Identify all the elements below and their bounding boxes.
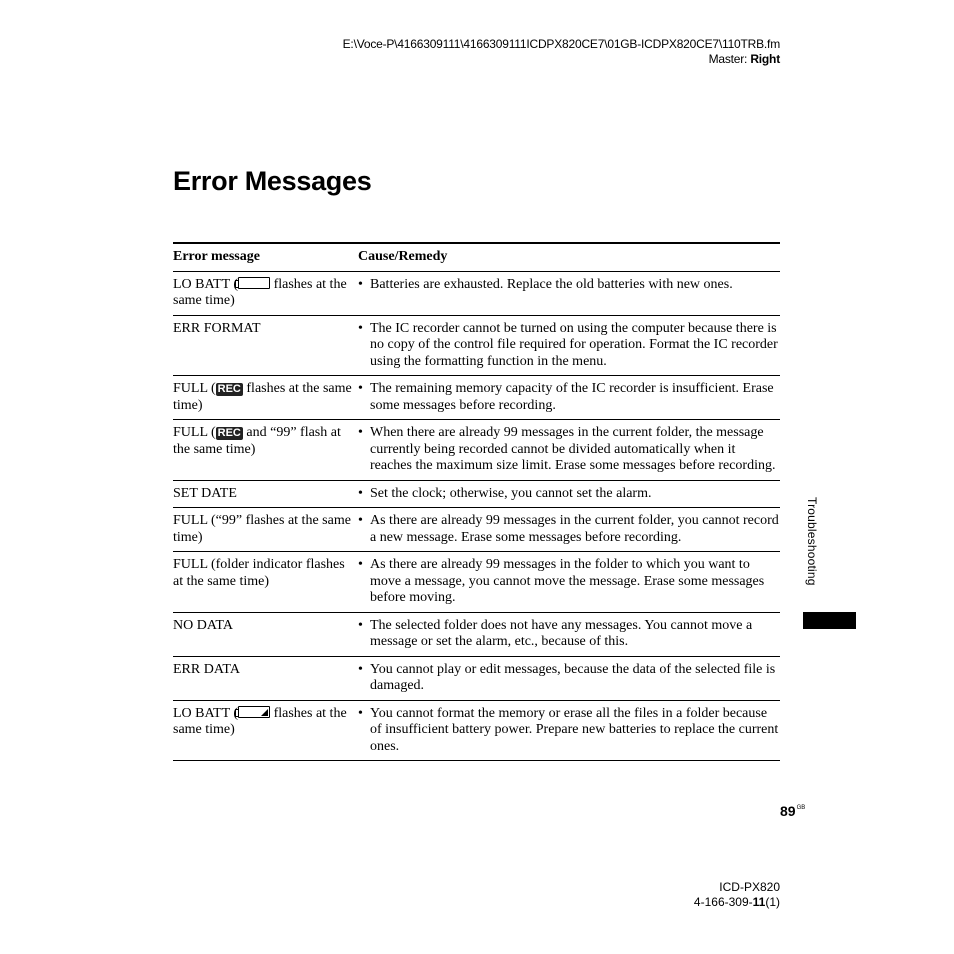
table-row (173, 700, 780, 761)
cause-text: The IC recorder cannot be turned on using the computer because there is no copy of the control file required for operation. Format the IC recorder using the formatting function in the menu. (370, 320, 778, 369)
bullet: • (358, 513, 363, 528)
cause-remedy-cell (358, 271, 780, 315)
cause-remedy-cell (358, 612, 780, 656)
table-row (173, 376, 780, 420)
footer-model: ICD-PX820 (719, 880, 780, 894)
error-message-cell: ERR DATA (173, 656, 358, 700)
error-message-cell: FULL ( REC flashes at the same time) (173, 376, 358, 420)
bullet: • (358, 276, 363, 292)
error-message-cell: FULL (folder indicator flashes at the same time) (173, 552, 358, 613)
cause-remedy-cell (358, 480, 780, 508)
table-row (173, 552, 780, 613)
bullet: • (358, 320, 363, 336)
cause-item (358, 513, 780, 546)
bullet: • (358, 661, 363, 677)
cause-item (358, 618, 780, 651)
rec-icon: REC (217, 383, 241, 395)
section-side-label: Troubleshooting (805, 497, 819, 586)
table-header-row (173, 243, 780, 271)
cause-remedy-cell (358, 420, 780, 481)
error-message-cell: FULL (“99” flashes at the same time) (173, 508, 358, 552)
cause-item (358, 381, 780, 414)
cause-item (358, 425, 780, 475)
bullet: • (358, 617, 363, 633)
master-page-value: Right (750, 52, 780, 66)
table-row (173, 656, 780, 700)
cause-text: You cannot play or edit messages, because the data of the selected file is damaged. (370, 661, 776, 693)
cause-text: Batteries are exhausted. Replace the old batteries with new ones. (370, 276, 733, 292)
table-row (173, 271, 780, 315)
error-message-cell: NO DATA (173, 612, 358, 656)
error-message-cell: LO BATT ( flashes at the same time) (173, 700, 358, 761)
page-title: Error Messages (173, 166, 372, 196)
master-page-label: Master: Right (708, 52, 780, 66)
cause-remedy-cell (358, 376, 780, 420)
error-message-cell: SET DATE (173, 480, 358, 508)
cause-item (358, 706, 780, 756)
table-row (173, 612, 780, 656)
cause-remedy-cell (358, 656, 780, 700)
table-body (173, 271, 780, 761)
file-path: E:\Voce-P\4166309111\4166309111ICDPX820CE7\01GB-ICDPX820CE7\110TRB.fm (342, 37, 780, 51)
cause-remedy-cell (358, 508, 780, 552)
cause-text: You cannot format the memory or erase all the files in a folder because of insufficient battery power. Prepare new batteries to replace the current ones. (370, 705, 779, 754)
page-number: $89^{GB}$ (780, 803, 806, 819)
error-messages-table (173, 242, 780, 761)
cause-item (358, 321, 780, 371)
rec-icon: REC (217, 427, 241, 439)
bullet: • (358, 705, 363, 721)
battery-low-icon (238, 706, 270, 718)
cause-item (358, 662, 780, 695)
error-message-cell: FULL ( REC and “99” flash at the same time) (173, 420, 358, 481)
table-row (173, 420, 780, 481)
bullet: • (358, 485, 363, 501)
cause-remedy-cell (358, 552, 780, 613)
cause-text: As there are already 99 messages in the current folder, you cannot record a new message. Erase some messages before recording. (370, 513, 779, 545)
cause-text: Set the clock; otherwise, you cannot set the alarm. (370, 485, 652, 501)
cause-text: As there are already 99 messages in the folder to which you want to move a message, you cannot move the message. Erase some messages before moving. (370, 557, 765, 605)
cause-text: When there are already 99 messages in the current folder, the message currently being recorded cannot be divided automatically when it reaches the maximum size limit. Erase some messages before recording. (370, 425, 776, 473)
bullet: • (358, 557, 363, 572)
cause-text: The remaining memory capacity of the IC recorder is insufficient. Erase some messages before recording. (370, 381, 774, 413)
table-row (173, 508, 780, 552)
battery-empty-icon (238, 277, 270, 289)
error-message-cell: ERR FORMAT (173, 315, 358, 376)
page-number-suffix: GB (796, 805, 806, 811)
table-row (173, 315, 780, 376)
footer (694, 880, 780, 910)
footer-code: 4-166-309-11(1) (693, 895, 780, 909)
cause-item (358, 486, 780, 503)
error-message-cell: LO BATT ( flashes at the same time) (173, 271, 358, 315)
bullet: • (358, 381, 363, 396)
cause-remedy-cell (358, 315, 780, 376)
cause-remedy-cell (358, 700, 780, 761)
header-error-message: Error message (173, 243, 358, 271)
cause-text: The selected folder does not have any messages. You cannot move a message or set the alarm, etc., because of this. (370, 617, 753, 649)
header-cause-remedy: Cause/Remedy (358, 243, 780, 271)
section-side-tab (801, 497, 821, 605)
cause-item (358, 277, 780, 294)
bullet: • (358, 425, 363, 440)
cause-item (358, 557, 780, 607)
file-path-header (343, 37, 780, 67)
section-tab-marker (803, 612, 856, 629)
table-row (173, 480, 780, 508)
